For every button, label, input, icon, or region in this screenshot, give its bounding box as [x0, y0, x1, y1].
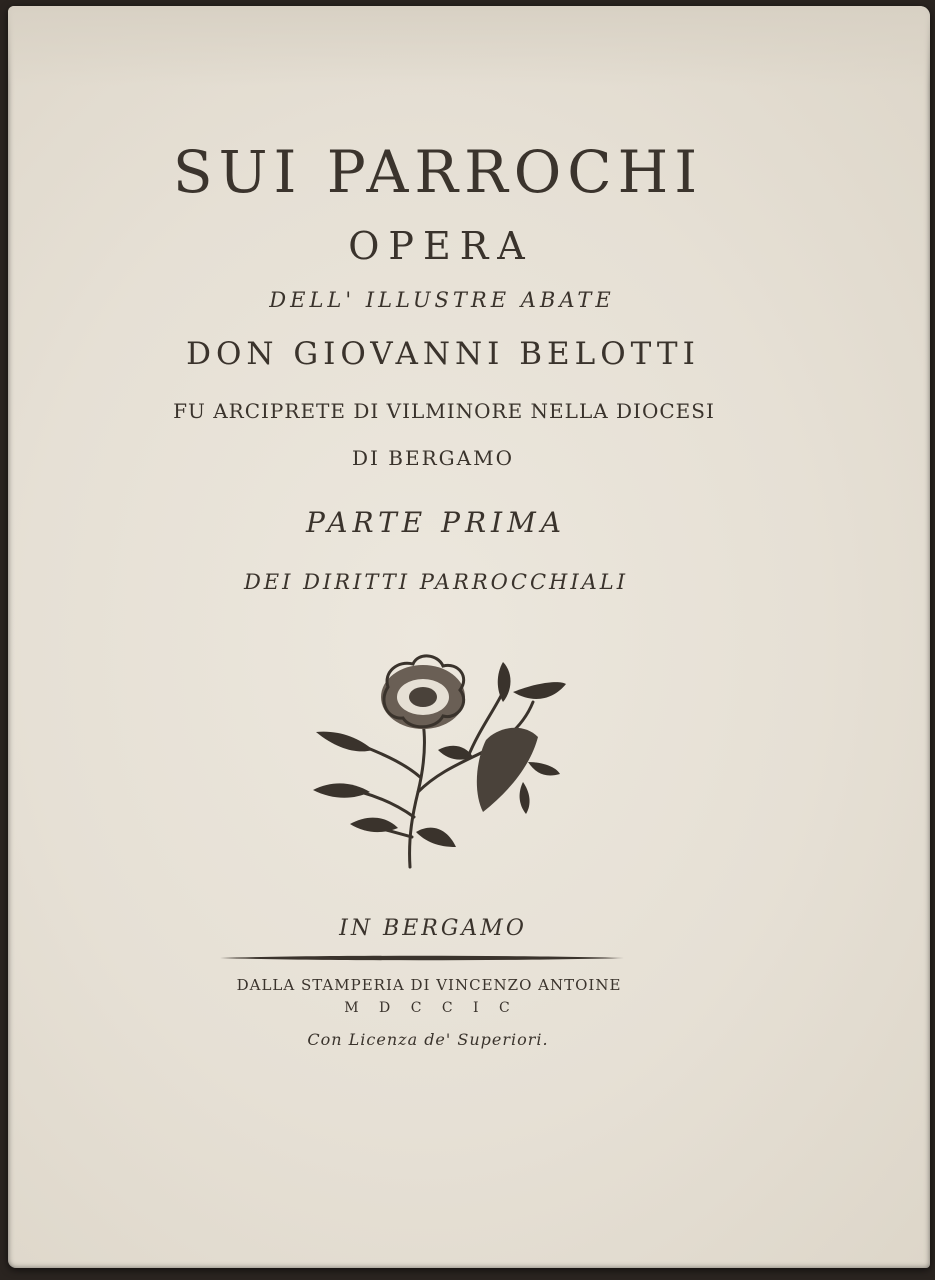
imprint-printer: DALLA STAMPERIA DI VINCENZO ANTOINE	[236, 976, 622, 994]
book-subtitle: OPERA	[348, 224, 534, 268]
title-page	[8, 6, 930, 1268]
part-subject: DEI DIRITTI PARROCCHIALI	[243, 570, 629, 594]
book-title: SUI PARROCHI	[172, 138, 704, 206]
flower-woodcut-icon	[298, 642, 568, 872]
imprint-place: IN BERGAMO	[339, 916, 527, 941]
imprint-year: M D C C I C	[344, 1000, 518, 1016]
decorative-rule	[218, 951, 626, 965]
imprint-license: Con Licenza de' Superiori.	[307, 1030, 549, 1049]
author-name: DON GIOVANNI BELOTTI	[186, 336, 700, 372]
author-role: FU ARCIPRETE DI VILMINORE NELLA DIOCESI	[173, 399, 715, 423]
attribution-line: DELL' ILLUSTRE ABATE	[269, 288, 615, 312]
part-heading: PARTE PRIMA	[306, 506, 566, 539]
diocese-line: DI BERGAMO	[352, 446, 514, 470]
